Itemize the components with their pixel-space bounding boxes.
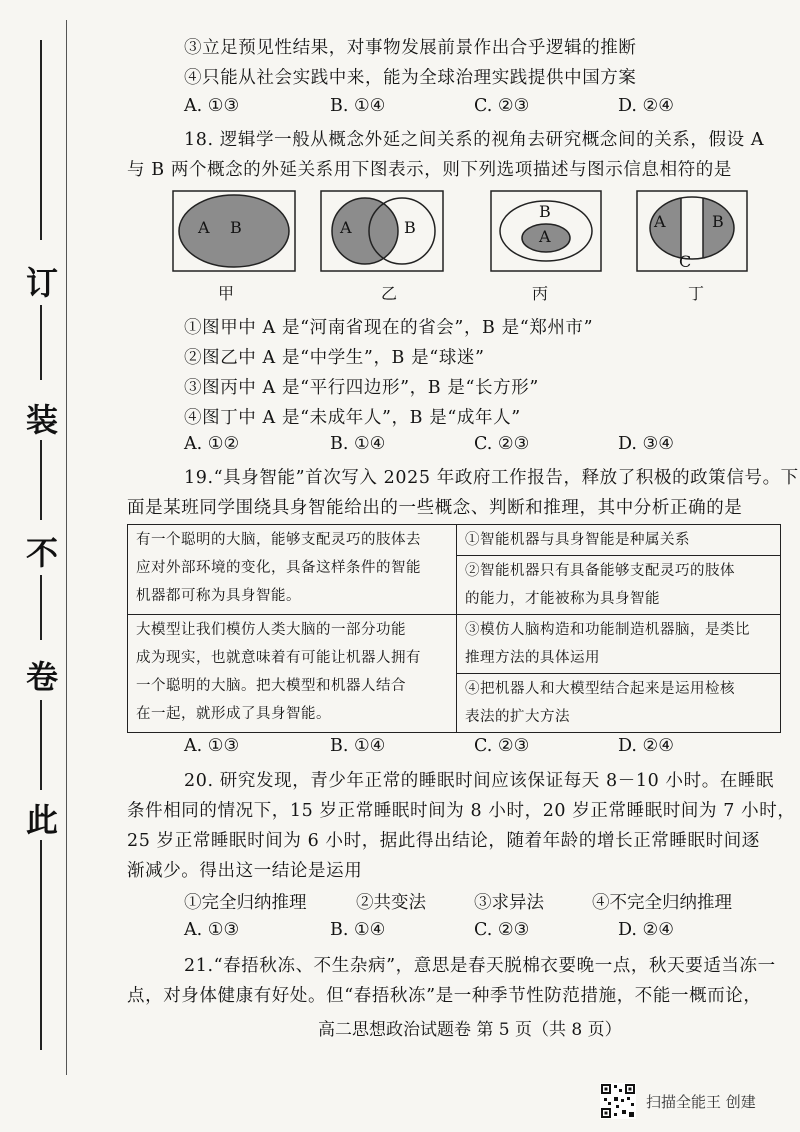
cell-line: 推理方法的具体运用 xyxy=(465,650,600,666)
cell-line: 大模型让我们模仿人类大脑的一部分功能 xyxy=(136,622,406,638)
q17-choice-b: B. ①④ xyxy=(330,96,386,116)
q20-choice-c: C. ②③ xyxy=(474,920,530,940)
margin-dash xyxy=(40,700,42,790)
q17-choice-c: C. ②③ xyxy=(474,96,530,116)
margin-char-zhuang: 装 xyxy=(25,401,58,439)
margin-dash xyxy=(40,575,42,640)
q18-choice-a: A. ①② xyxy=(184,434,240,454)
q17-option-3: ③立足预见性结果，对事物发展前景作出合乎逻辑的推断 xyxy=(184,38,637,58)
q18-stem-line2: 与 B 两个概念的外延关系用下图表示，则下列选项描述与图示信息相符的是 xyxy=(127,160,732,180)
label-a: A xyxy=(198,218,210,237)
diagram-ding-svg xyxy=(636,190,748,272)
diagram-yi-svg xyxy=(320,190,444,272)
cell-line: ③模仿人脑构造和功能制造机器脑，是类比 xyxy=(465,622,750,638)
page-footer: 高二思想政治试题卷 第 5 页（共 8 页） xyxy=(318,1020,622,1040)
cell-line: 的能力，才能被称为具身智能 xyxy=(465,591,660,607)
diagram-caption-yi: 乙 xyxy=(381,284,398,303)
q21-line1: 21.“春捂秋冻、不生杂病”，意思是春天脱棉衣要晚一点，秋天要适当冻一 xyxy=(184,956,776,976)
diagram-caption-bing: 丙 xyxy=(532,284,549,303)
scanner-watermark xyxy=(600,1083,756,1119)
q20-line3: 25 岁正常睡眠时间为 6 小时，据此得出结论，随着年龄的增长正常睡眠时间逐 xyxy=(127,831,760,851)
cell-line: 机器都可称为具身智能。 xyxy=(136,588,301,604)
cell-line: 成为现实，也就意味着有可能让机器人拥有 xyxy=(136,650,421,666)
margin-dash xyxy=(40,440,42,520)
q20-line1: 20. 研究发现，青少年正常的睡眠时间应该保证每天 8－10 小时。在睡眠 xyxy=(184,771,775,791)
q20-line4: 渐减少。得出这一结论是运用 xyxy=(127,861,363,881)
cell-line: ①智能机器与具身智能是种属关系 xyxy=(465,532,690,548)
q18-choice-d: D. ③④ xyxy=(618,434,674,454)
q19-stem-line1: 19.“具身智能”首次写入 2025 年政府工作报告，释放了积极的政策信号。下 xyxy=(184,468,799,488)
label-c: C xyxy=(679,252,692,271)
q17-option-4: ④只能从社会实践中来，能为全球治理实践提供中国方案 xyxy=(184,68,637,88)
q19-table xyxy=(127,524,781,733)
cell-line: ④把机器人和大模型结合起来是运用检核 xyxy=(465,681,735,697)
q18-stem-line1: 18. 逻辑学一般从概念外延之间关系的视角去研究概念间的关系，假设 A xyxy=(184,130,765,150)
label-b: B xyxy=(230,218,242,237)
cell-line: 在一起，就形成了具身智能。 xyxy=(136,706,331,722)
qr-code-icon xyxy=(600,1083,636,1119)
diagram-yi xyxy=(320,190,444,272)
cell-line: 应对外部环境的变化，具备这样条件的智能 xyxy=(136,560,421,576)
diagram-caption-jia: 甲 xyxy=(218,284,235,303)
scanner-text: 扫描全能王 创建 xyxy=(646,1092,756,1111)
q18-item-1: ①图甲中 A 是“河南省现在的省会”，B 是“郑州市” xyxy=(184,318,594,338)
q18-choice-c: C. ②③ xyxy=(474,434,530,454)
label-a: A xyxy=(539,227,551,246)
margin-char-bu: 不 xyxy=(25,534,58,572)
label-b: B xyxy=(539,202,551,221)
q21-line2: 点，对身体健康有好处。但“春捂秋冻”是一种季节性防范措施，不能一概而论， xyxy=(127,986,762,1006)
margin-char-juan: 卷 xyxy=(25,658,58,696)
q18-item-3: ③图丙中 A 是“平行四边形”，B 是“长方形” xyxy=(184,378,539,398)
cell-line: ②智能机器只有具备能够支配灵巧的肢体 xyxy=(465,563,735,579)
cell-line: 一个聪明的大脑。把大模型和机器人结合 xyxy=(136,678,406,694)
q20-choice-a: A. ①③ xyxy=(184,920,240,940)
q18-item-4: ④图丁中 A 是“未成年人”，B 是“成年人” xyxy=(184,408,521,428)
binding-line xyxy=(66,20,67,1075)
q17-choice-d: D. ②④ xyxy=(618,96,674,116)
margin-char-ci: 此 xyxy=(25,801,58,839)
table-cell-definition xyxy=(128,525,457,615)
label-b: B xyxy=(404,218,416,237)
table-cell-judgment-2 xyxy=(457,556,781,615)
label-a: A xyxy=(654,212,666,231)
label-a: A xyxy=(340,218,352,237)
margin-dash xyxy=(40,840,42,1050)
q19-choice-a: A. ①③ xyxy=(184,736,240,756)
q20-item-4: ④不完全归纳推理 xyxy=(592,893,732,913)
table-cell-reasoning xyxy=(128,615,457,733)
q17-choice-a: A. ①③ xyxy=(184,96,240,116)
margin-dash xyxy=(40,305,42,380)
q19-choice-c: C. ②③ xyxy=(474,736,530,756)
q18-item-2: ②图乙中 A 是“中学生”，B 是“球迷” xyxy=(184,348,485,368)
q20-choice-b: B. ①④ xyxy=(330,920,386,940)
diagram-bing xyxy=(490,190,602,272)
label-b: B xyxy=(712,212,724,231)
diagram-jia xyxy=(172,190,296,272)
diagram-caption-ding: 丁 xyxy=(688,284,705,303)
table-cell-judgment-1 xyxy=(457,525,781,556)
cell-line: 表法的扩大方法 xyxy=(465,709,570,725)
q18-choice-b: B. ①④ xyxy=(330,434,386,454)
margin-dash xyxy=(40,40,42,240)
q20-item-3: ③求异法 xyxy=(474,893,544,913)
diagram-ding xyxy=(636,190,748,272)
table-cell-judgment-4 xyxy=(457,674,781,733)
margin-char-ding: 订 xyxy=(25,264,58,302)
q20-item-1: ①完全归纳推理 xyxy=(184,893,307,913)
cell-line: 有一个聪明的大脑，能够支配灵巧的肢体去 xyxy=(136,532,421,548)
q19-choice-b: B. ①④ xyxy=(330,736,386,756)
q20-line2: 条件相同的情况下，15 岁正常睡眠时间为 8 小时，20 岁正常睡眠时间为 7 小时， xyxy=(127,801,796,821)
q20-item-2: ②共变法 xyxy=(356,893,426,913)
table-cell-judgment-3 xyxy=(457,615,781,674)
q19-choice-d: D. ②④ xyxy=(618,736,674,756)
q20-choice-d: D. ②④ xyxy=(618,920,674,940)
q19-stem-line2: 面是某班同学围绕具身智能给出的一些概念、判断和推理，其中分析正确的是 xyxy=(127,498,743,518)
